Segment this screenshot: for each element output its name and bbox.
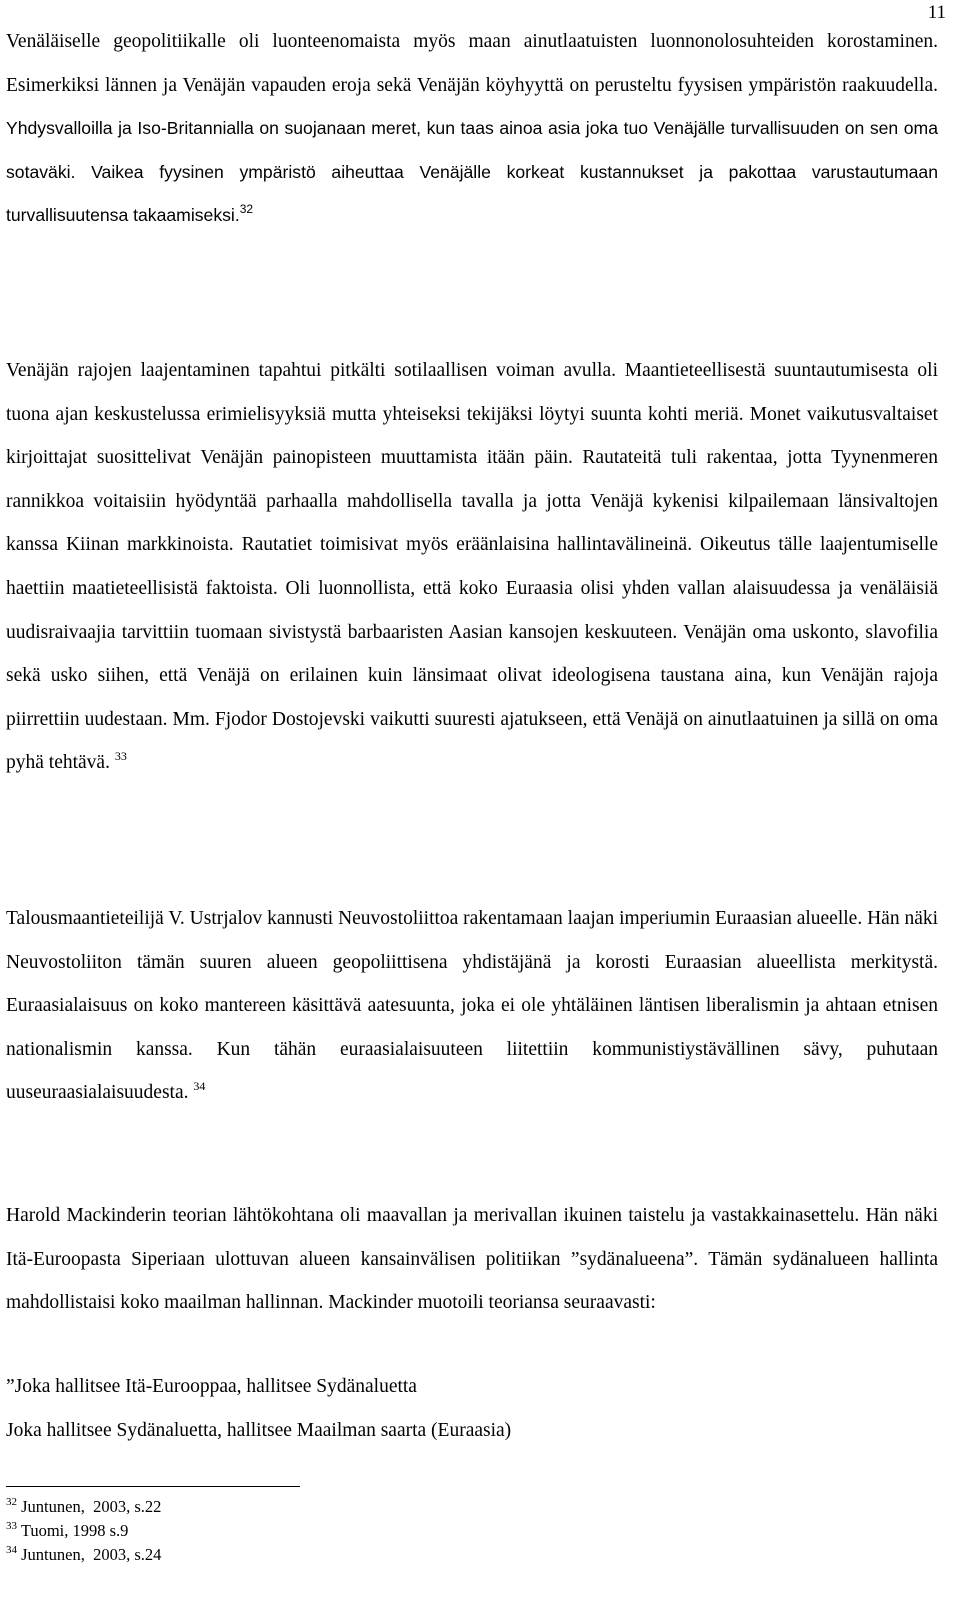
- quote-line-2: Joka hallitsee Sydänaluetta, hallitsee Maailman saarta (Euraasia): [6, 1419, 512, 1441]
- footnote-32: [6, 1495, 161, 1519]
- footnote-ref-33: 33: [114, 749, 127, 764]
- paragraph-4-text: Harold Mackinderin teorian lähtökohtana oli maavallan ja merivallan ikuinen taistelu ja vastakkainasettelu. Hän näki Itä-Euroopasta Siperiaan ulottuvan alueen kansainvälisen politiikan ”sydänalueena”. Tämän sydänalueen hallinta mahdollistaisi koko maailman hallinnan. Mackinder muotoili teoriansa seuraavasti:: [6, 1205, 938, 1314]
- page-number: 11: [927, 2, 946, 23]
- paragraph-3: [6, 897, 938, 1115]
- paragraph-3-text: Talousmaantieteilijä V. Ustrjalov kannusti Neuvostoliittoa rakentamaan laajan imperiumin Euraasian alueelle. Hän näki Neuvostoliiton tämän suuren alueen geopoliittisena yhdistäjänä ja korosti Euraasian alueellista merkitystä. Euraasialaisuus on koko mantereen käsittävä aatesuunta, joka ei ole yhtäläinen läntisen liberalismin ja ahtaan etnisen nationalismin kanssa. Kun tähän euraasialaisuuteen liitettiin kommunistiystävällinen sävy, puhutaan uuseuraasialaisuudesta.: [6, 908, 939, 1104]
- footnote-ref-34: 34: [193, 1079, 206, 1094]
- paragraph-2: [6, 349, 938, 785]
- paragraph-2-text: Venäjän rajojen laajentaminen tapahtui pitkälti sotilaallisen voiman avulla. Maantieteellisestä suuntautumisesta oli tuona ajan keskustelussa erimielisyyksiä mutta yhteiseksi tekijäksi löytyi suunta kohti meriä. Monet vaikutusvaltaiset kirjoittajat suosittelivat Venäjän painopisteen muuttamista itään päin. Rautateitä tuli rakentaa, jotta Tyynenmeren rannikkoa voitaisiin hyödyntää parhaalla mahdollisella tavalla ja jotta Venäjä kykenisi kilpailemaan länsivaltojen kanssa Kiinan markkinoista. Rautatiet toimisivat myös eräänlaisina hallintavälineinä. Oikeutus tälle laajentumiselle haettiin maatieteellisistä faktoista. Oli luonnollista, että koko Euraasia olisi yhden vallan alaisuudessa ja venäläisiä uudisraivaajia tarvittiin tuomaan sivistystä barbaaristen Aasian kansojen keskuuteen. Venäjän oma uskonto, slavofilia sekä usko siihen, että Venäjä on erilainen kuin länsimaat olivat ideologisena taustana aina, kun Venäjän rajoja piirrettiin uudestaan. Mm. Fjodor Dostojevski vaikutti suuresti ajatukseen, että Venäjä on ainutlaatuinen ja sillä on oma pyhä tehtävä.: [6, 360, 938, 774]
- footnote-separator: [6, 1486, 300, 1487]
- footnote-text: Juntunen, 2003, s.22: [21, 1497, 162, 1516]
- footnote-number: 32: [6, 1496, 17, 1508]
- footnote-text: Juntunen, 2003, s.24: [21, 1545, 162, 1564]
- footnote-number: 33: [6, 1520, 17, 1532]
- quote-line-1: ”Joka hallitsee Itä-Eurooppaa, hallitsee Sydänaluetta: [6, 1376, 417, 1397]
- footnote-text: Tuomi, 1998 s.9: [20, 1521, 129, 1540]
- footnote-ref-32: 32: [239, 202, 254, 217]
- paragraph-1-sans-text: Yhdysvalloilla ja Iso-Britannialla on suojanaan meret, kun taas ainoa asia joka tuo Venäjälle turvallisuuden on sen oma sotaväki. Vaikea fyysinen ympäristö aiheuttaa Venäjälle korkeat kustannukset ja pakottaa varustautumaan turvallisuutensa takaamiseksi.: [6, 118, 938, 226]
- paragraph-1-serif-text: Venäläiselle geopolitiikalle oli luonteenomaista myös maan ainutlaatuisten luonnonolosuhteiden korostaminen. Esimerkiksi lännen ja Venäjän vapauden eroja sekä Venäjän köyhyyttä on perusteltu fyysisen ympäristön raakuudella.: [6, 31, 938, 96]
- quote-block: [6, 1365, 938, 1452]
- footnote-number: 34: [6, 1544, 17, 1556]
- footnote-34: [6, 1543, 161, 1567]
- paragraph-4: [6, 1194, 938, 1325]
- footnotes: [6, 1495, 161, 1567]
- footnote-33: [6, 1519, 161, 1543]
- paragraph-1: [6, 20, 938, 238]
